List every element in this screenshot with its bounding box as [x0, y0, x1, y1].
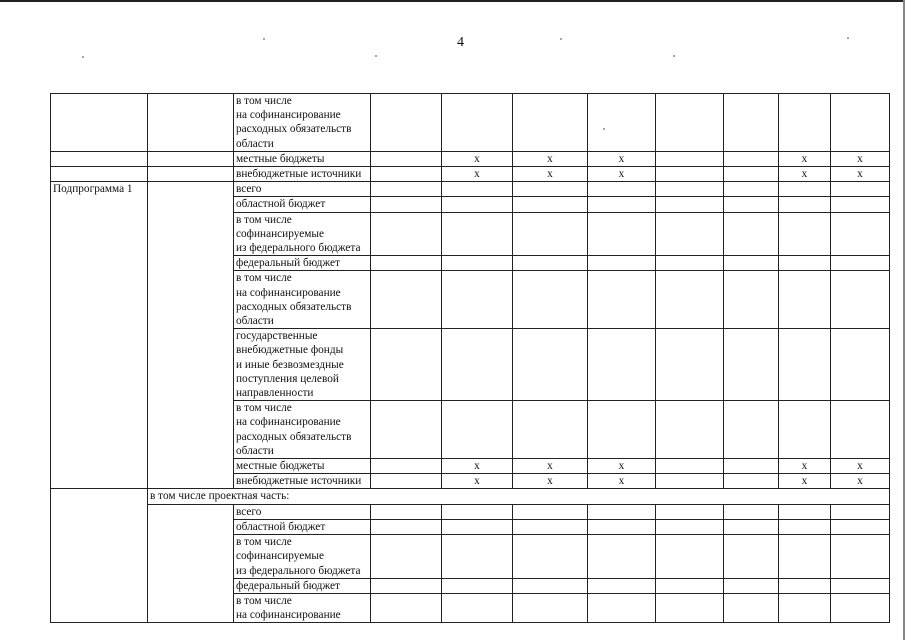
x-mark: x [513, 474, 588, 489]
row-label: областной бюджет [234, 197, 371, 212]
row-label: федеральный бюджет [234, 578, 371, 593]
row-label: всего [234, 504, 371, 519]
x-mark: x [442, 151, 513, 166]
table-cell [148, 94, 234, 152]
x-mark: x [513, 151, 588, 166]
x-mark: x [513, 459, 588, 474]
row-label: государственные внебюджетные фонды и иные безвозмездные поступления целевой направленности [234, 329, 371, 401]
table-cell [148, 182, 234, 489]
table-row [51, 94, 890, 152]
row-label: местные бюджеты [234, 459, 371, 474]
row-label: в том числе на софинансирование расходных обязательств области [234, 94, 371, 152]
row-label: внебюджетные источники [234, 474, 371, 489]
row-label: в том числе софинансируемые из федерального бюджета [234, 212, 371, 256]
table-row [51, 151, 890, 166]
x-mark: x [442, 459, 513, 474]
table-cell [51, 94, 148, 152]
row-label: внебюджетные источники [234, 167, 371, 182]
row-label: федеральный бюджет [234, 256, 371, 271]
x-mark: x [831, 151, 890, 166]
x-mark: x [831, 474, 890, 489]
scan-speck [82, 56, 84, 58]
table-row [51, 182, 890, 197]
x-mark: x [588, 167, 656, 182]
scan-speck [673, 55, 675, 57]
scan-speck [560, 38, 562, 40]
scan-speck [375, 55, 377, 57]
subprogram-label: Подпрограмма 1 [51, 182, 148, 489]
x-mark: x [513, 167, 588, 182]
scan-speck [263, 38, 265, 40]
x-mark: x [831, 167, 890, 182]
table-cell [51, 489, 148, 623]
table-cell [148, 504, 234, 623]
table-row [51, 489, 890, 504]
page-number: 4 [457, 35, 464, 50]
x-mark: x [588, 151, 656, 166]
x-mark: x [442, 167, 513, 182]
x-mark: x [588, 474, 656, 489]
x-mark: x [588, 459, 656, 474]
x-mark: x [831, 459, 890, 474]
row-label: всего [234, 182, 371, 197]
budget-table [50, 93, 890, 623]
page-top-border [0, 0, 905, 2]
row-label: областной бюджет [234, 519, 371, 534]
row-label: в том числе на софинансирование расходных обязательств области [234, 401, 371, 459]
project-part-label: в том числе проектная часть: [148, 489, 890, 504]
x-mark: x [779, 474, 831, 489]
table-row [51, 504, 890, 519]
row-label: местные бюджеты [234, 151, 371, 166]
table-row [51, 167, 890, 182]
row-label: в том числе на софинансирование расходных обязательств области [234, 271, 371, 329]
x-mark: x [442, 474, 513, 489]
x-mark: x [779, 167, 831, 182]
row-label: в том числе на софинансирование [234, 593, 371, 622]
x-mark: x [779, 459, 831, 474]
x-mark: x [779, 151, 831, 166]
row-label: в том числе софинансируемые из федерального бюджета [234, 535, 371, 579]
scan-speck [847, 37, 849, 39]
